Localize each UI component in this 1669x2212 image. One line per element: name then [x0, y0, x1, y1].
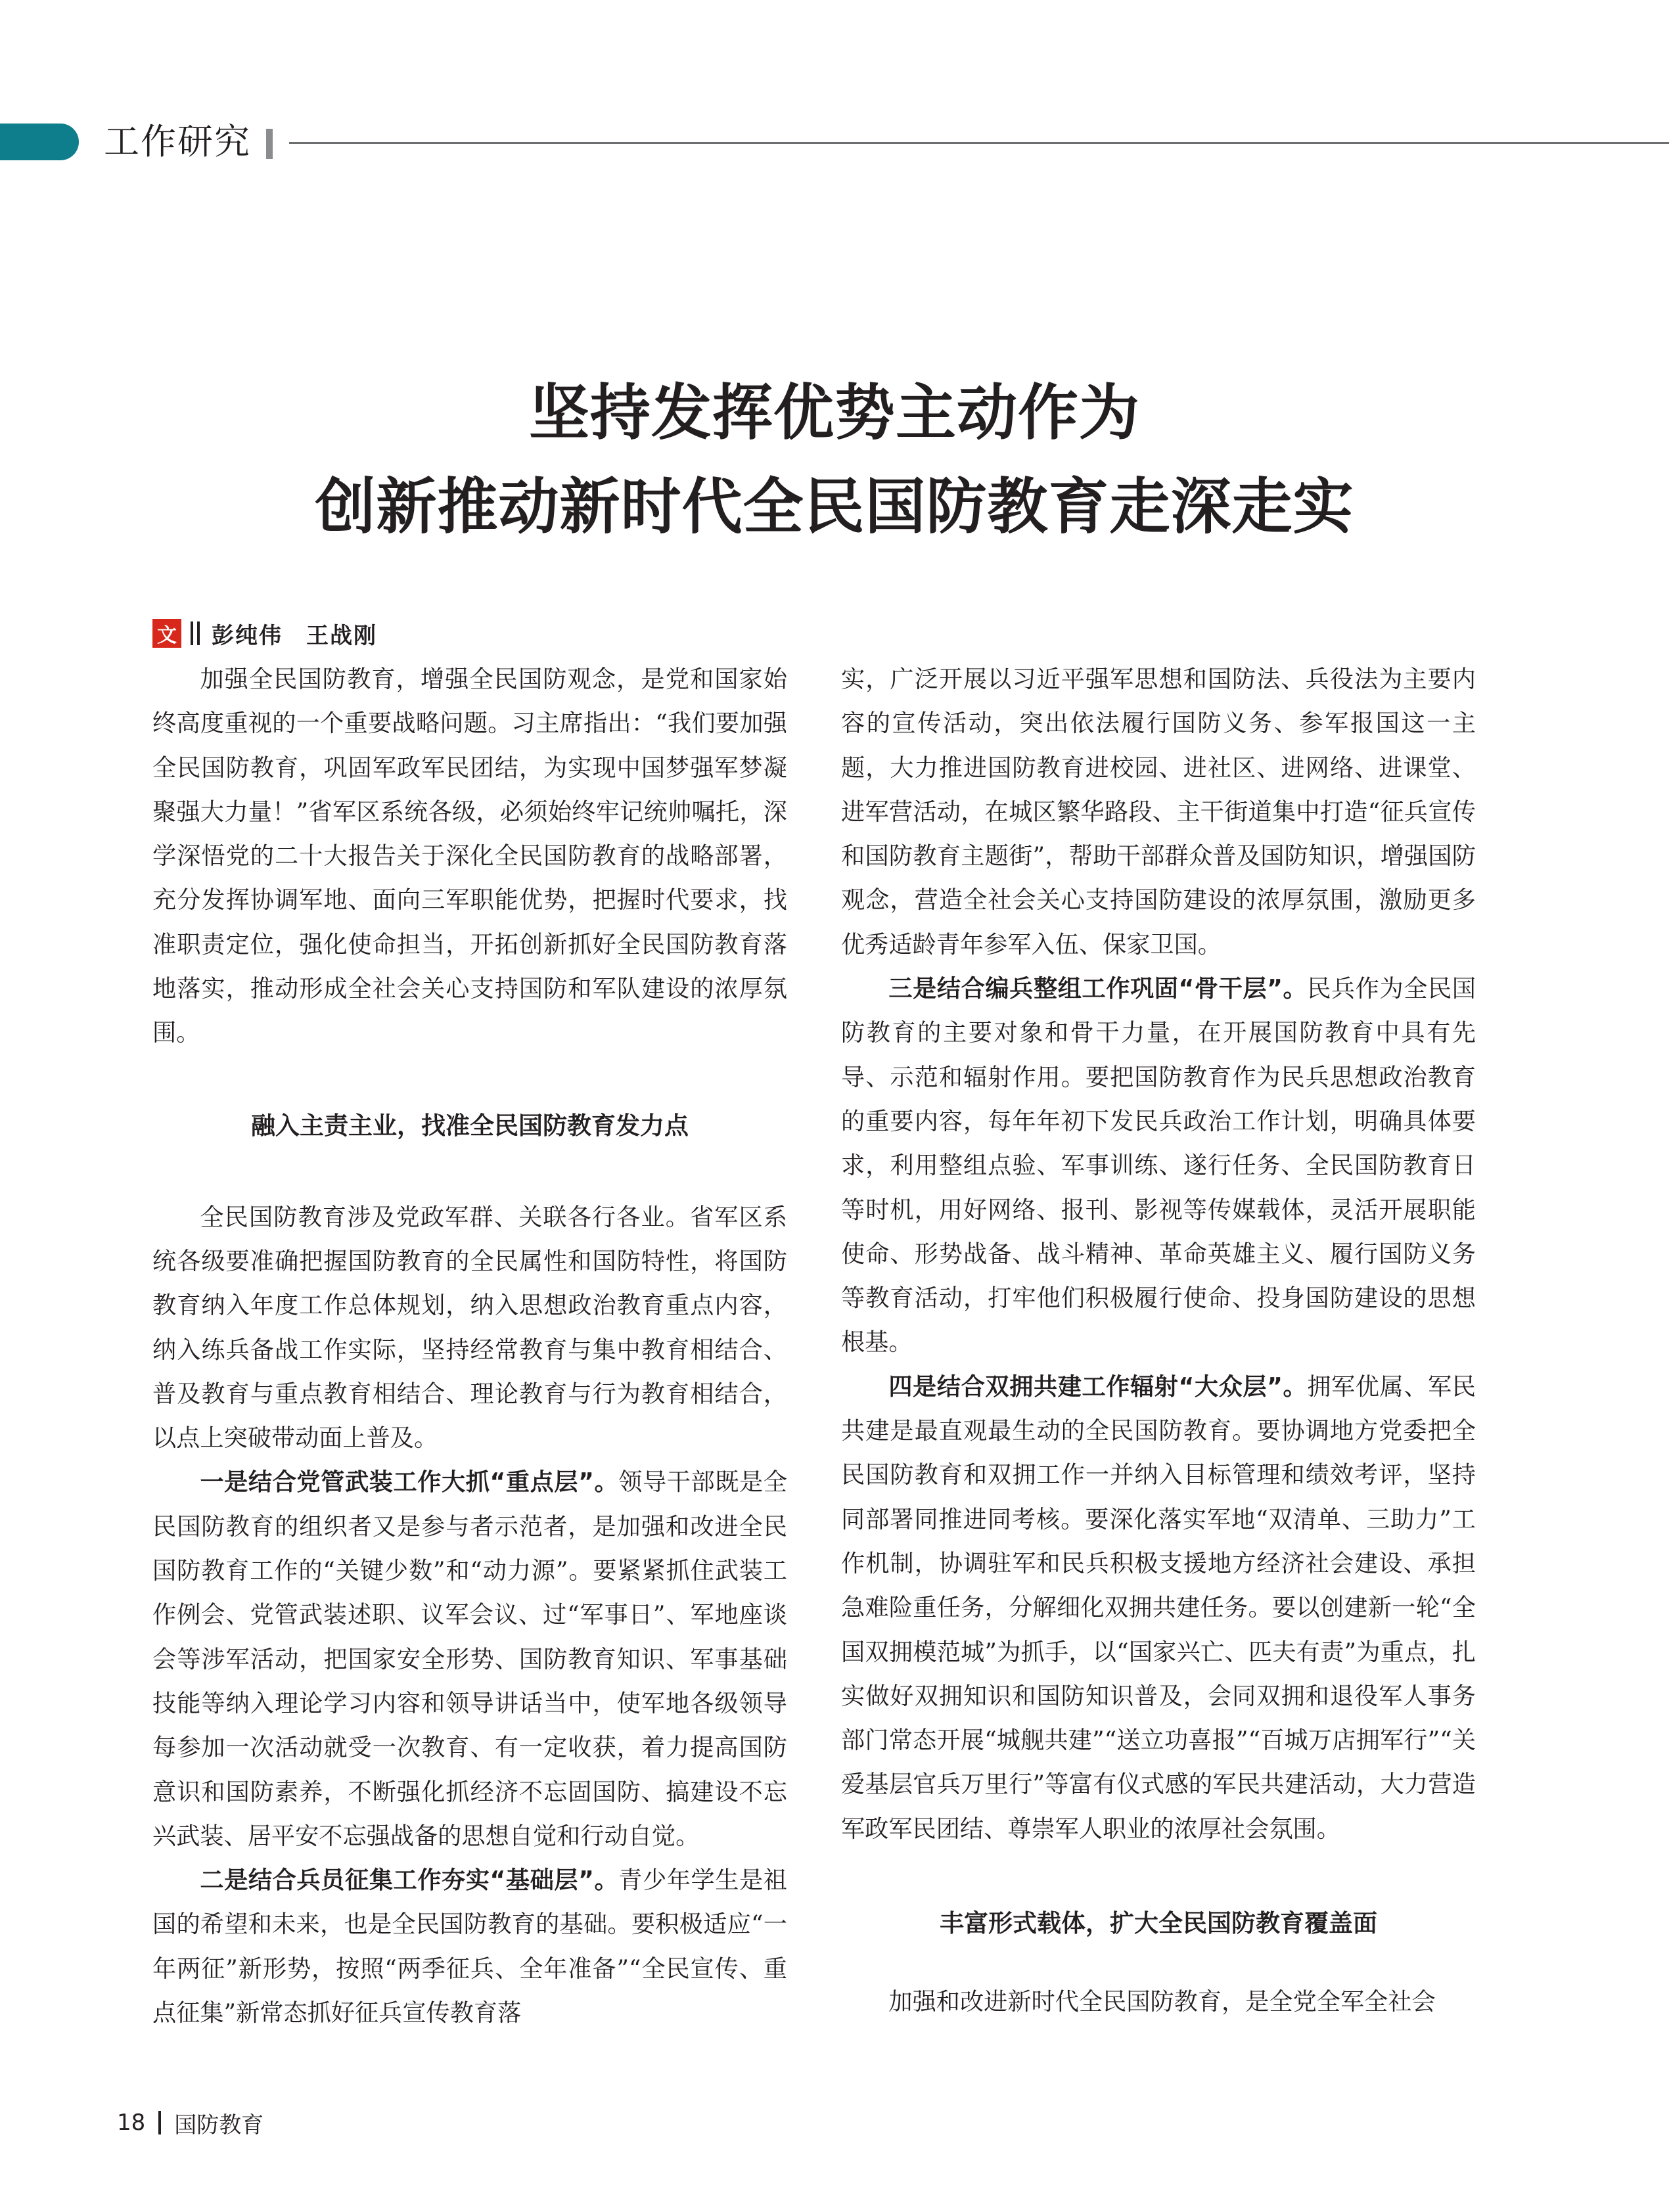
footer-divider [158, 2111, 161, 2134]
paragraph-lead: 三是结合编兵整组工作巩固“骨干层”。 [888, 974, 1308, 1003]
article-title-line1: 坚持发挥优势主动作为 [528, 378, 1140, 448]
paragraph-body: 领导干部既是全民国防教育的组织者又是参与者示范者，是加强和改进全民国防教育工作的“关键少数”和“动力源”。要紧紧抓住武装工作例会、党管武装述职、议军会议、过“军事日”、军地座谈会等涉军活动，把国家安全形势、国防教育知识、军事基础技能等纳入理论学习内容和领导讲话当中，使军地各级领导每参加一次活动就受一次教育、有一定收获，着力提高国防意识和国防素养，不断强化抓经济不忘固国防、搞建设不忘兴武装、居平安不忘强战备的思想自觉和行动自觉。 [152, 1468, 787, 1850]
section-divider-bar [266, 129, 273, 159]
byline-divider [197, 621, 200, 645]
page-number: 18 [117, 2110, 146, 2136]
section-color-tab [0, 124, 79, 160]
body-paragraph [841, 1365, 1476, 1851]
byline [152, 619, 377, 648]
article-title-line2: 创新推动新时代全民国防教育走深走实 [315, 472, 1354, 542]
paragraph-lead: 一是结合党管武装工作大抓“重点层”。 [200, 1468, 619, 1497]
body-paragraph [841, 966, 1476, 1365]
byline-tag: 文 [152, 619, 181, 648]
body-paragraph: 加强和改进新时代全民国防教育，是全党全军全社会 [888, 1987, 1436, 2016]
right-column [841, 657, 1476, 2023]
left-column [152, 657, 787, 2035]
body-paragraph-continued: 实，广泛开展以习近平强军思想和国防法、兵役法为主要内容的宣传活动，突出依法履行国防义务、参军报国这一主题，大力推进国防教育进校园、进社区、进网络、进课堂、进军营活动，在城区繁华路段、主干街道集中打造“征兵宣传和国防教育主题街”，帮助干部群众普及国防知识，增强国防观念，营造全社会关心支持国防建设的浓厚氛围，激励更多优秀适龄青年参军入伍、保家卫国。 [841, 665, 1476, 959]
section-heading: 丰富形式载体，扩大全民国防教育覆盖面 [940, 1909, 1377, 1938]
body-paragraph: 全民国防教育涉及党政军群、关联各行各业。省军区系统各级要准确把握国防教育的全民属性和国防特性，将国防教育纳入年度工作总体规划，纳入思想政治教育重点内容，纳入练兵备战工作实际，坚持经常教育与集中教育相结合、普及教育与重点教育相结合、理论教育与行为教育相结合，以点上突破带动面上普及。 [152, 1202, 787, 1453]
paragraph-body: 拥军优属、军民共建是最直观最生动的全民国防教育。要协调地方党委把全民国防教育和双拥工作一并纳入目标管理和绩效考评，坚持同部署同推进同考核。要深化落实军地“双清单、三助力”工作机制，协调驻军和民兵积极支援地方经济社会建设、承担急难险重任务，分解细化双拥共建任务。要以创建新一轮“全国双拥模范城”为抓手，以“国家兴亡、匹夫有责”为重点，扎实做好双拥知识和国防知识普及，会同双拥和退役军人事务部门常态开展“城舰共建”“送立功喜报”“百城万店拥军行”“关爱基层官兵万里行”等富有仪式感的军民共建活动，大力营造军政军民团结、尊崇军人职业的浓厚社会氛围。 [841, 1372, 1476, 1843]
page-footer [117, 2106, 263, 2139]
section-label: 工作研究 [104, 121, 251, 162]
paragraph-body: 青少年学生是祖国的希望和未来，也是全民国防教育的基础。要积极适应“一年两征”新形势，按照“两季征兵、全年准备”“全民宣传、重点征集”新常态抓好征兵宣传教育落 [152, 1866, 787, 2027]
body-paragraph [152, 1460, 787, 1858]
header-rule [289, 142, 1669, 144]
paragraph-lead: 四是结合双拥共建工作辐射“大众层”。 [888, 1372, 1308, 1401]
byline-divider [191, 621, 193, 645]
paragraph-lead: 二是结合兵员征集工作夯实“基础层”。 [200, 1866, 619, 1895]
section-heading: 融入主责主业，找准全民国防教育发力点 [251, 1111, 689, 1140]
paragraph-body: 民兵作为全民国防教育的主要对象和骨干力量，在开展国防教育中具有先导、示范和辐射作用。要把国防教育作为民兵思想政治教育的重要内容，每年年初下发民兵政治工作计划，明确具体要求，利用整组点验、军事训练、遂行任务、全民国防教育日等时机，用好网络、报刊、影视等传媒载体，灵活开展职能使命、形势战备、战斗精神、革命英雄主义、履行国防义务等教育活动，打牢他们积极履行使命、投身国防建设的思想根基。 [841, 974, 1476, 1357]
magazine-name: 国防教育 [174, 2111, 264, 2138]
body-paragraph [152, 1858, 787, 2035]
intro-paragraph: 加强全民国防教育，增强全民国防观念，是党和国家始终高度重视的一个重要战略问题。习主席指出：“我们要加强全民国防教育，巩固军政军民团结，为实现中国梦强军梦凝聚强大力量！”省军区系统各级，必须始终牢记统帅嘱托，深学深悟党的二十大报告关于深化全民国防教育的战略部署，充分发挥协调军地、面向三军职能优势，把握时代要求，找准职责定位，强化使命担当，开拓创新抓好全民国防教育落地落实，推动形成全社会关心支持国防和军队建设的浓厚氛围。 [152, 665, 787, 1047]
authors: 彭纯伟 王战刚 [212, 622, 377, 649]
